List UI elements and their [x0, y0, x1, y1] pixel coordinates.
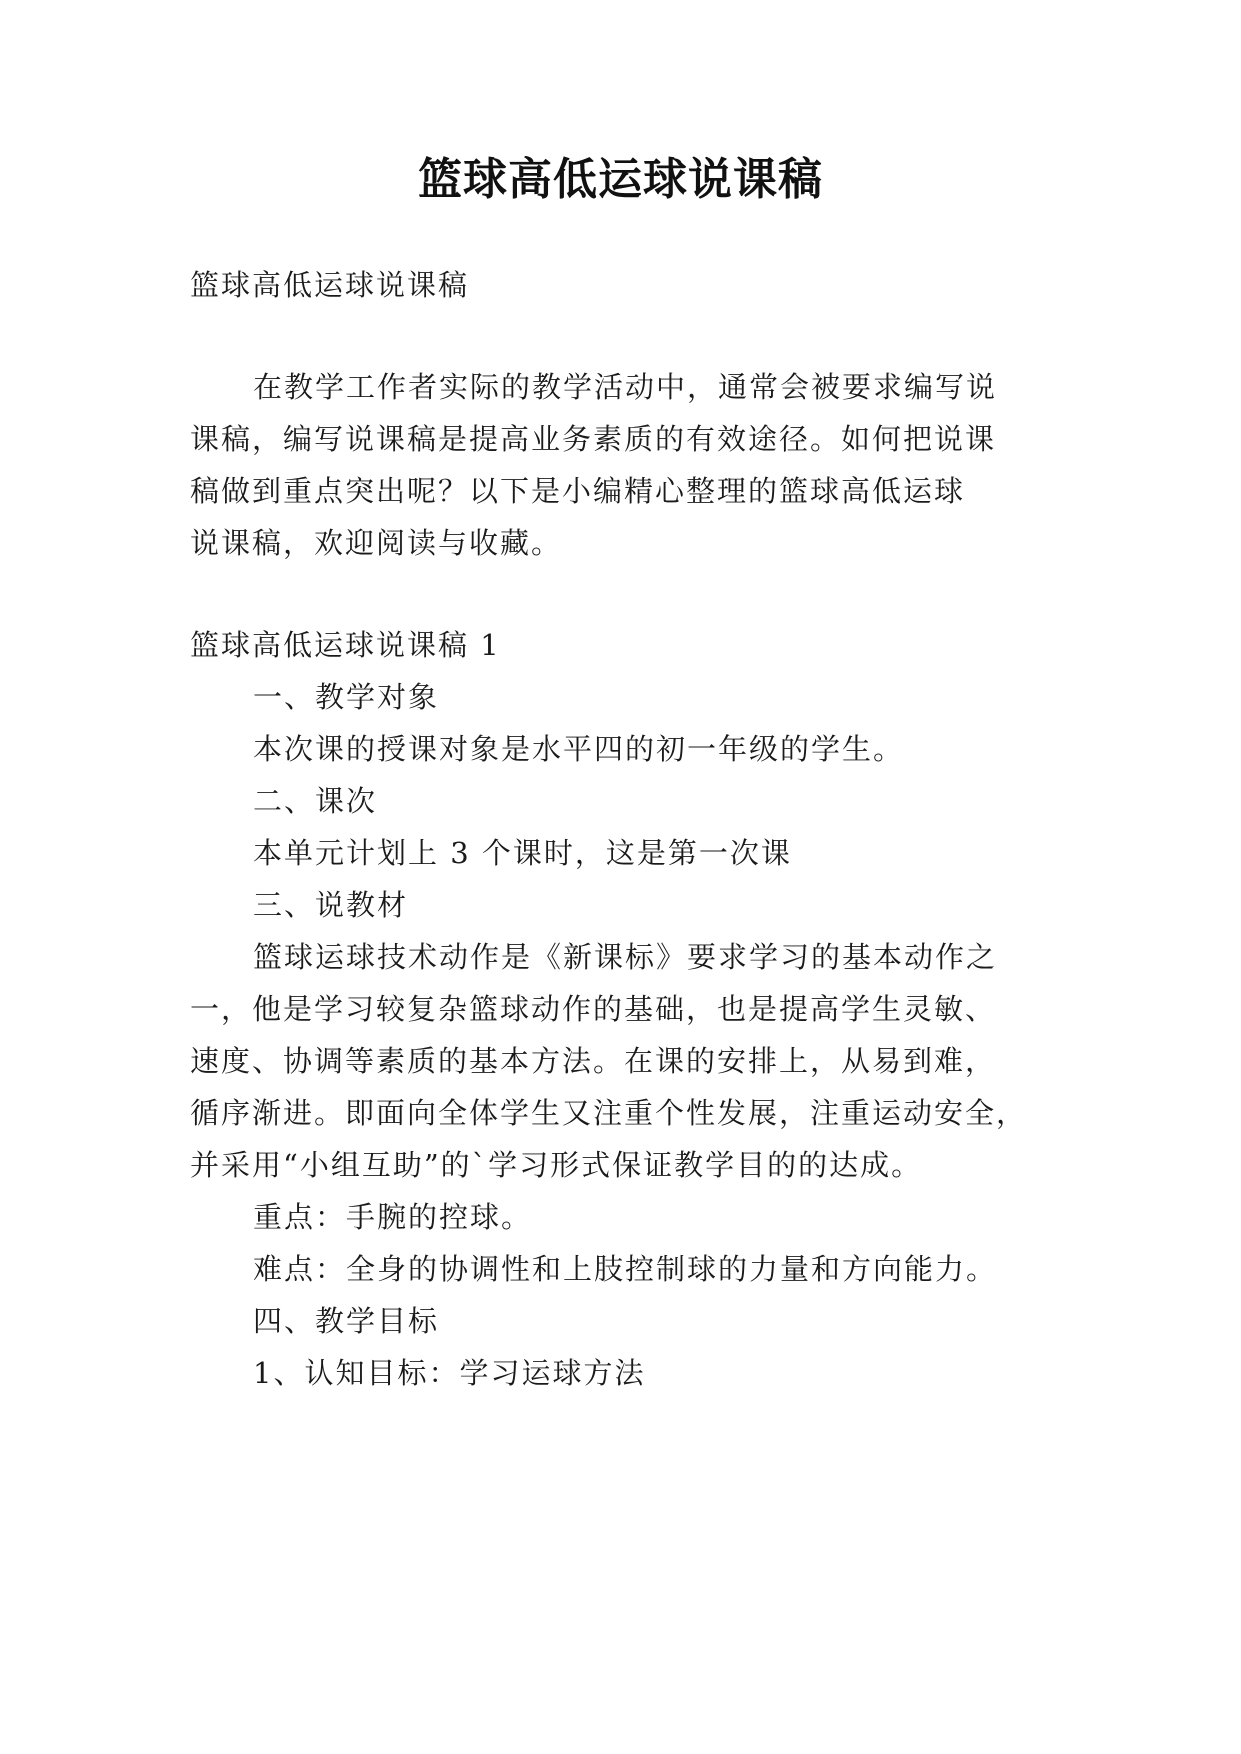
- material-line: 一，他是学习较复杂篮球动作的基础，也是提高学生灵敏、: [190, 992, 997, 1026]
- intro-line: 在教学工作者实际的教学活动中，通常会被要求编写说: [253, 370, 998, 404]
- heading-teaching-object: 一、教学对象: [253, 680, 440, 714]
- material-line: 并采用“小组互助”的`学习形式保证教学目的的达成。: [190, 1148, 923, 1182]
- text-lesson-number: 本单元计划上 3 个课时，这是第一次课: [253, 836, 792, 870]
- material-line: 篮球运球技术动作是《新课标》要求学习的基本动作之: [253, 940, 998, 974]
- key-point: 重点：手腕的控球。: [253, 1200, 533, 1234]
- section-title: 篮球高低运球说课稿 1: [190, 628, 501, 662]
- goal-cognitive: 1、认知目标：学习运球方法: [253, 1356, 646, 1390]
- intro-line: 稿做到重点突出呢？以下是小编精心整理的篮球高低运球: [190, 474, 966, 508]
- heading-teaching-goals: 四、教学目标: [253, 1304, 440, 1338]
- material-line: 循序渐进。即面向全体学生又注重个性发展，注重运动安全，: [190, 1096, 1028, 1130]
- difficulty-point: 难点：全身的协调性和上肢控制球的力量和方向能力。: [253, 1252, 998, 1286]
- text-teaching-object: 本次课的授课对象是水平四的初一年级的学生。: [253, 732, 905, 766]
- heading-lesson-number: 二、课次: [253, 784, 378, 818]
- intro-line: 课稿，编写说课稿是提高业务素质的有效途径。如何把说课: [190, 422, 997, 456]
- document-title: 篮球高低运球说课稿: [418, 154, 823, 205]
- document-subtitle: 篮球高低运球说课稿: [190, 268, 470, 302]
- heading-material: 三、说教材: [253, 888, 409, 922]
- material-line: 速度、协调等素质的基本方法。在课的安排上，从易到难，: [190, 1044, 997, 1078]
- intro-line: 说课稿，欢迎阅读与收藏。: [190, 526, 563, 560]
